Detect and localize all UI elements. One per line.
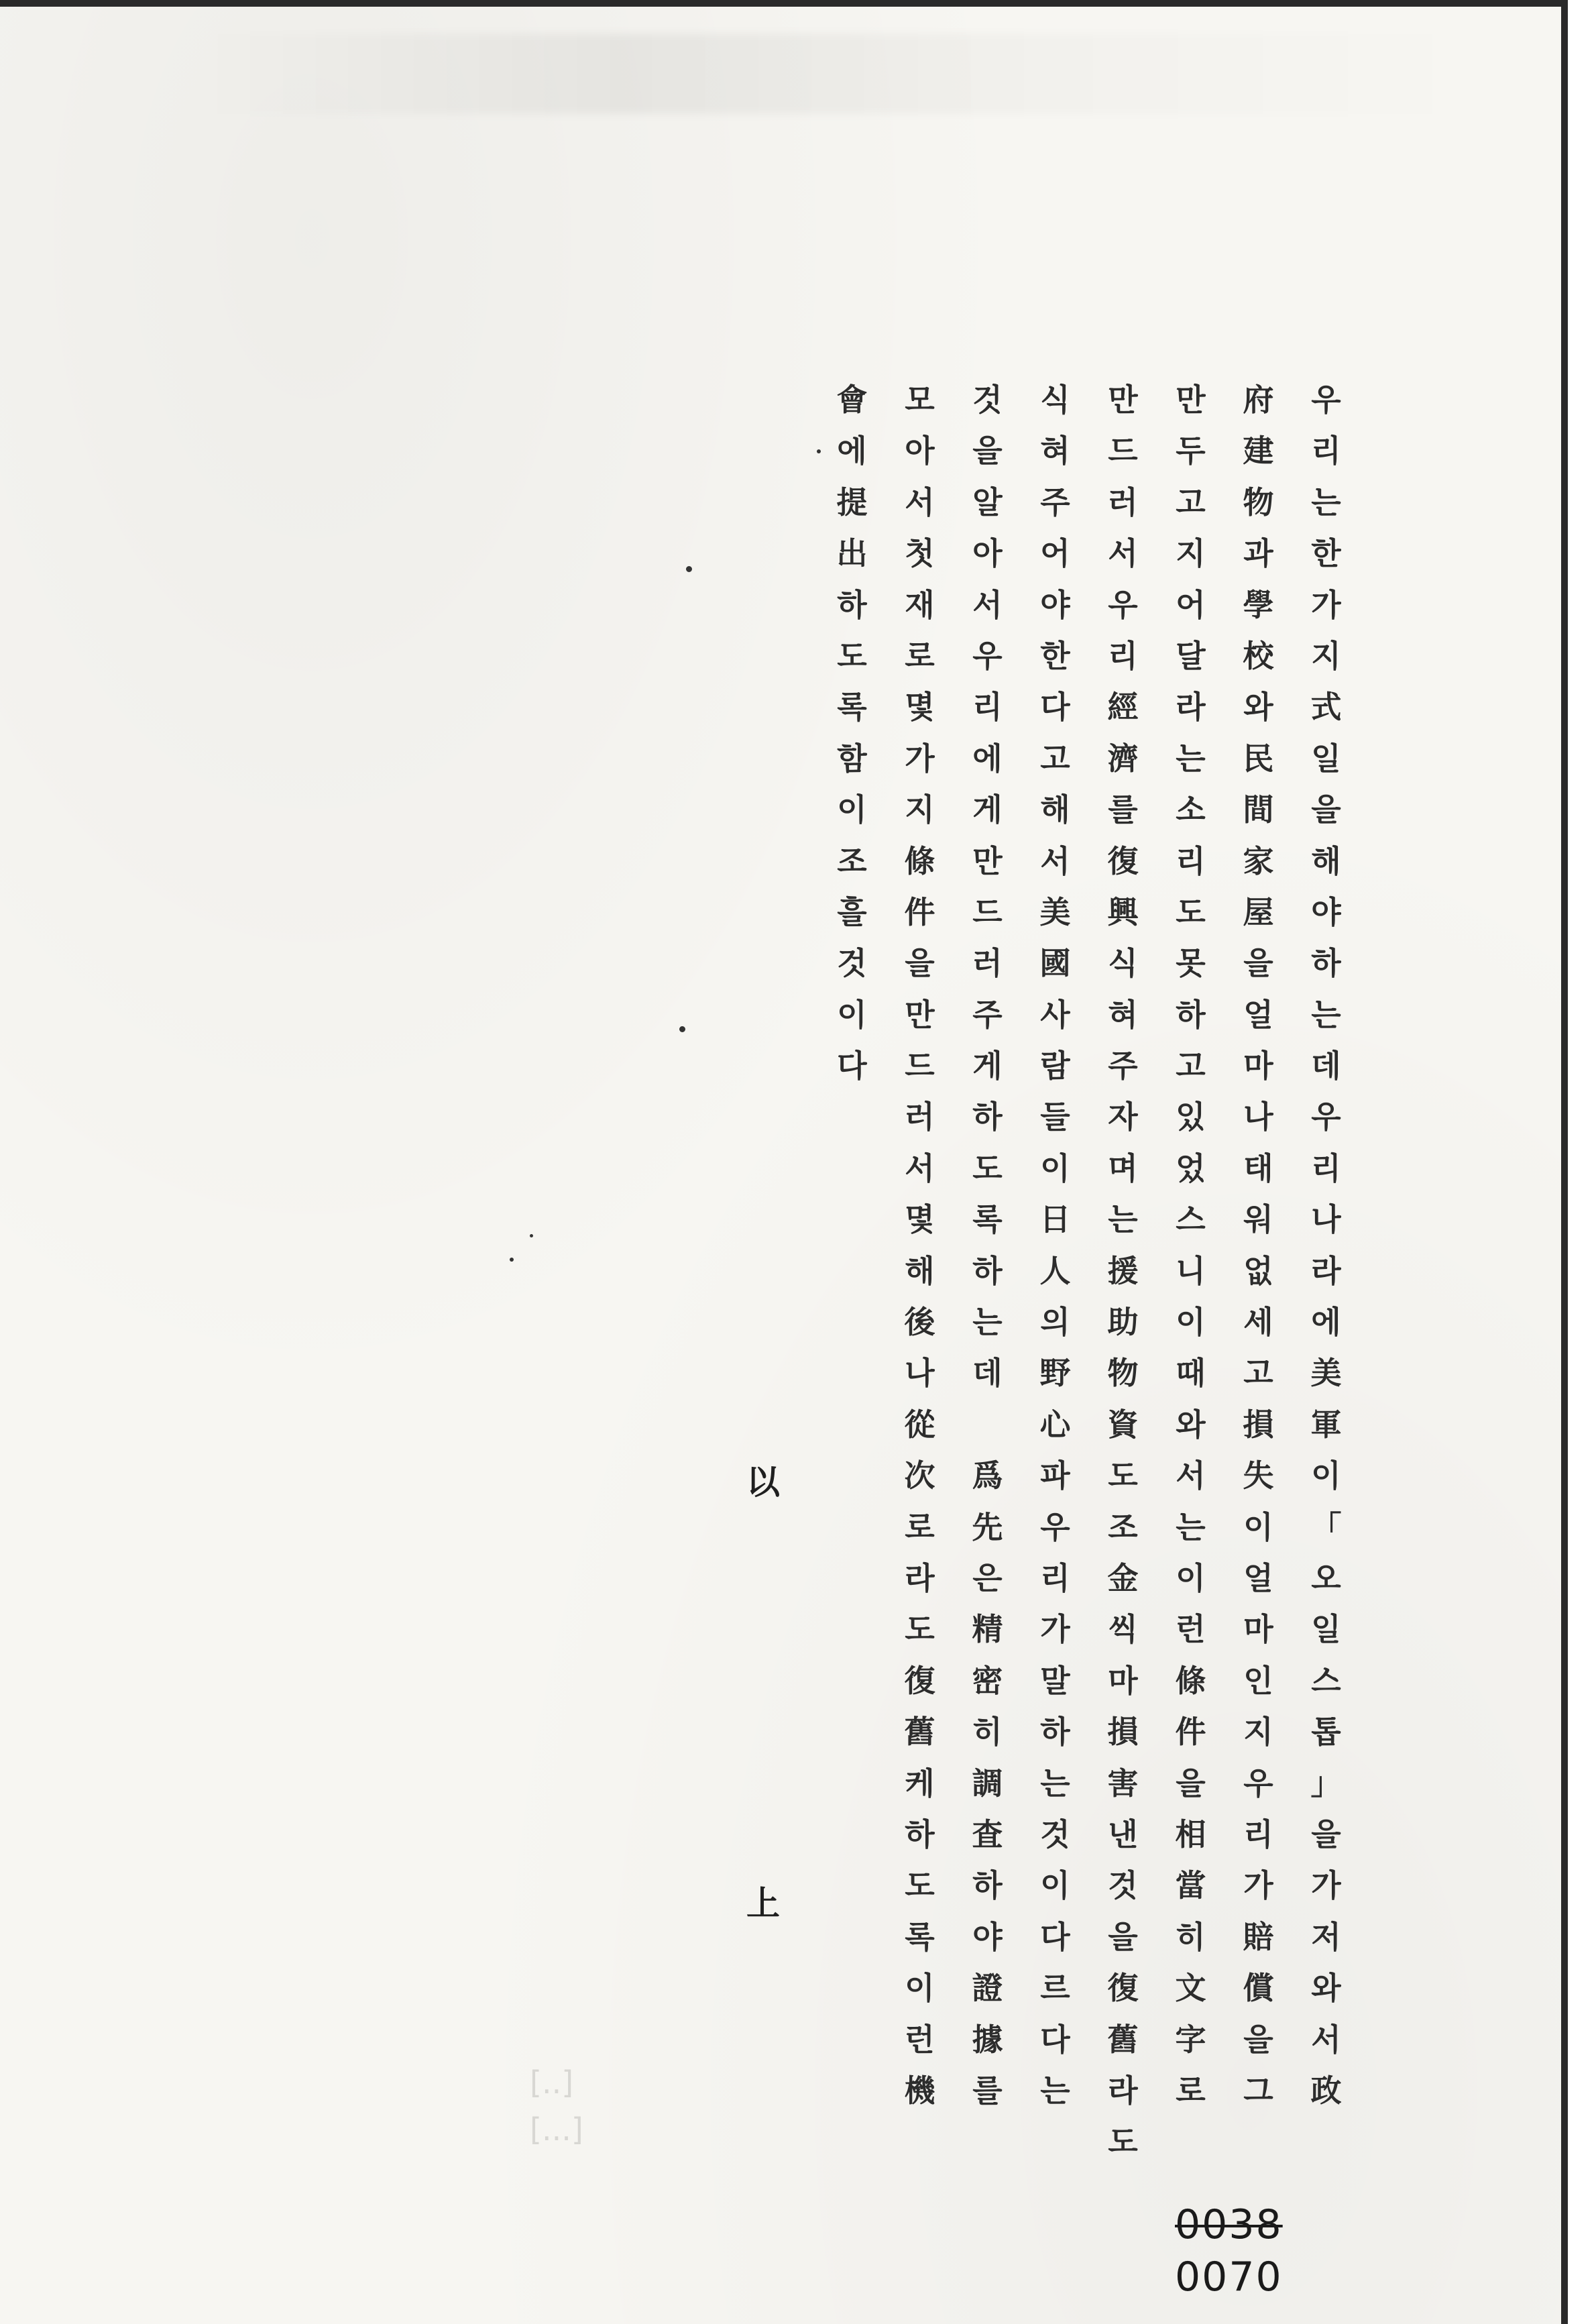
text-char: 리 bbox=[972, 689, 1003, 726]
text-char: 로 bbox=[905, 1508, 935, 1545]
text-char: 는 bbox=[1040, 1765, 1070, 1802]
text-char: 아 bbox=[972, 535, 1003, 572]
text-char: 서 bbox=[905, 484, 935, 520]
text-char: 나 bbox=[905, 1355, 935, 1392]
text-char: 람 bbox=[1040, 1048, 1070, 1085]
text-char: 興 bbox=[1107, 893, 1139, 930]
page-numbers bbox=[1175, 2199, 1283, 2303]
text-char: 賠 bbox=[1243, 1918, 1274, 1955]
text-char: 從 bbox=[904, 1406, 935, 1443]
text-char: 니 bbox=[1176, 1252, 1206, 1289]
text-char: 하 bbox=[837, 586, 867, 623]
text-char: 는 bbox=[1176, 740, 1206, 777]
text-char: 주 bbox=[1108, 1048, 1138, 1085]
text-char: 그 bbox=[1243, 2072, 1273, 2109]
text-char: 어 bbox=[1040, 535, 1070, 572]
text-char: 相 bbox=[1175, 1816, 1206, 1852]
text-char: 록 bbox=[905, 1918, 935, 1955]
text-char: 하 bbox=[972, 1867, 1003, 1904]
text-char: 고 bbox=[1176, 1048, 1206, 1085]
text-char: 日 bbox=[1039, 1201, 1071, 1238]
text-char: 때 bbox=[1176, 1355, 1206, 1392]
text-char: 을 bbox=[1243, 945, 1273, 982]
text-char: 도 bbox=[905, 1867, 935, 1904]
text-char: 「 bbox=[1310, 1508, 1342, 1545]
text-char: 損 bbox=[1107, 1714, 1139, 1751]
text-char: 한 bbox=[1040, 637, 1070, 674]
text-char: 리 bbox=[1176, 842, 1206, 879]
text-char: 얼 bbox=[1243, 996, 1273, 1033]
text-char: 런 bbox=[1176, 1611, 1206, 1648]
text-char: 을 bbox=[1311, 791, 1341, 828]
text-char: 드 bbox=[972, 893, 1003, 930]
text-char: 만 bbox=[905, 996, 935, 1033]
text-char: 하 bbox=[972, 1252, 1003, 1289]
text-char: 들 bbox=[1040, 1099, 1070, 1136]
text-column-1 bbox=[1292, 374, 1360, 2168]
text-char: 로 bbox=[1176, 2072, 1206, 2109]
text-char: 야 bbox=[1311, 893, 1341, 930]
text-char: 리 bbox=[1243, 1816, 1273, 1852]
text-char: 우 bbox=[1040, 1508, 1070, 1545]
text-char: 據 bbox=[972, 2021, 1003, 2058]
text-char: 케 bbox=[905, 1765, 935, 1802]
closing-char-2: 上 bbox=[746, 1883, 780, 1923]
text-char: 舊 bbox=[904, 1714, 935, 1751]
text-char: 사 bbox=[1040, 996, 1070, 1033]
text-column-8 bbox=[818, 374, 886, 2168]
vertical-text-body bbox=[818, 374, 1360, 2168]
speck bbox=[686, 566, 692, 572]
text-char: 르 bbox=[1040, 1970, 1070, 2007]
closing-char-1: 以 bbox=[746, 1462, 780, 1502]
text-char: 가 bbox=[1243, 1867, 1273, 1904]
text-char: 라 bbox=[1176, 689, 1206, 726]
text-char: 낸 bbox=[1108, 1816, 1138, 1852]
text-char: 식 bbox=[1040, 382, 1070, 418]
text-char: 는 bbox=[1108, 1201, 1138, 1238]
text-char: 우 bbox=[1311, 382, 1341, 418]
text-char: 는 bbox=[1311, 996, 1341, 1033]
text-char: 록 bbox=[972, 1201, 1003, 1238]
text-char: 失 bbox=[1243, 1457, 1274, 1494]
text-char: 金 bbox=[1107, 1559, 1139, 1596]
text-char: 文 bbox=[1175, 1970, 1206, 2007]
text-char: 와 bbox=[1243, 689, 1273, 726]
text-char: 드 bbox=[1108, 433, 1138, 469]
text-char: 혀 bbox=[1108, 996, 1138, 1033]
text-char: 일 bbox=[1311, 1611, 1341, 1648]
text-char: 야 bbox=[972, 1918, 1003, 1955]
text-char: 次 bbox=[904, 1457, 935, 1494]
text-char: 舊 bbox=[1107, 2021, 1139, 2058]
text-char: 이 bbox=[837, 791, 867, 828]
text-column-7 bbox=[886, 374, 954, 2168]
text-char: 나 bbox=[1311, 1201, 1341, 1238]
text-char: 을 bbox=[1108, 1918, 1138, 1955]
text-char: 리 bbox=[1040, 1559, 1070, 1596]
text-char: 파 bbox=[1040, 1457, 1070, 1494]
text-char: 와 bbox=[1311, 1970, 1341, 2007]
text-char: 우 bbox=[1108, 586, 1138, 623]
text-char: 것 bbox=[837, 945, 867, 982]
text-char: 을 bbox=[972, 433, 1003, 469]
text-char: 가 bbox=[1311, 1867, 1341, 1904]
text-column-4 bbox=[1089, 374, 1157, 2168]
text-char: 도 bbox=[905, 1611, 935, 1648]
text-char: 을 bbox=[905, 945, 935, 982]
text-char: 러 bbox=[1108, 484, 1138, 520]
text-char: 톱 bbox=[1311, 1714, 1341, 1751]
text-char: 지 bbox=[905, 791, 935, 828]
text-char: 査 bbox=[972, 1816, 1003, 1852]
text-char: 資 bbox=[1107, 1406, 1139, 1443]
text-char: 美 bbox=[1039, 893, 1071, 930]
text-char: 다 bbox=[837, 1048, 867, 1085]
text-char: 서 bbox=[905, 1150, 935, 1186]
text-char: 」 bbox=[1310, 1765, 1342, 1802]
stamp-line-2: [...] bbox=[530, 2111, 583, 2148]
text-char: 復 bbox=[904, 1662, 935, 1699]
text-char: 이 bbox=[837, 996, 867, 1033]
text-char: 는 bbox=[972, 1304, 1003, 1341]
text-char: 條 bbox=[904, 842, 935, 879]
text-char: 物 bbox=[1107, 1355, 1139, 1392]
speck bbox=[817, 449, 821, 453]
text-char: 라 bbox=[1311, 1252, 1341, 1289]
text-char: 이 bbox=[1040, 1150, 1070, 1186]
text-char: 오 bbox=[1311, 1559, 1341, 1596]
text-char: 없 bbox=[1243, 1252, 1273, 1289]
text-char: 物 bbox=[1243, 484, 1274, 520]
text-char: 이 bbox=[1311, 1457, 1341, 1494]
text-char: 러 bbox=[905, 1099, 935, 1136]
text-char: 해 bbox=[905, 1252, 935, 1289]
text-char: 얼 bbox=[1243, 1559, 1273, 1596]
text-char: 서 bbox=[1176, 1457, 1206, 1494]
text-char: 마 bbox=[1243, 1611, 1273, 1648]
text-char: 가 bbox=[1311, 586, 1341, 623]
text-char: 件 bbox=[904, 893, 935, 930]
text-char: 에 bbox=[1311, 1304, 1341, 1341]
text-char: 알 bbox=[972, 484, 1003, 520]
old-page-number: 0038 bbox=[1175, 2201, 1283, 2248]
text-char: 人 bbox=[1039, 1252, 1071, 1289]
text-char: 자 bbox=[1108, 1099, 1138, 1136]
text-char: 것 bbox=[1040, 1816, 1070, 1852]
text-char: 軍 bbox=[1310, 1406, 1342, 1443]
text-char: 도 bbox=[1108, 2123, 1138, 2160]
text-char: 損 bbox=[1243, 1406, 1274, 1443]
text-char: 흘 bbox=[837, 893, 867, 930]
text-char: 데 bbox=[972, 1355, 1003, 1392]
text-char: 었 bbox=[1176, 1150, 1206, 1186]
faint-stamp bbox=[530, 2059, 677, 2193]
text-char: 모 bbox=[905, 382, 935, 418]
text-column-5 bbox=[1021, 374, 1089, 2168]
text-char: 게 bbox=[972, 1048, 1003, 1085]
text-char: 혀 bbox=[1040, 433, 1070, 469]
text-char: 野 bbox=[1039, 1355, 1071, 1392]
speck bbox=[510, 1258, 514, 1262]
text-char: 의 bbox=[1040, 1304, 1070, 1341]
text-char: 이 bbox=[1176, 1559, 1206, 1596]
text-char: 드 bbox=[905, 1048, 935, 1085]
text-char: 會 bbox=[836, 382, 868, 418]
text-char: 은 bbox=[972, 1559, 1003, 1596]
text-char: 調 bbox=[972, 1765, 1003, 1802]
text-char: 이 bbox=[1243, 1508, 1273, 1545]
text-char: 後 bbox=[904, 1304, 935, 1341]
text-char: 다 bbox=[1040, 689, 1070, 726]
text-char: 마 bbox=[1108, 1662, 1138, 1699]
text-char: 政 bbox=[1310, 2072, 1342, 2109]
text-char: 復 bbox=[1107, 1970, 1139, 2007]
text-char: 있 bbox=[1176, 1099, 1206, 1136]
text-char: 를 bbox=[972, 2072, 1003, 2109]
text-char: 우 bbox=[972, 637, 1003, 674]
text-char: 서 bbox=[1311, 2021, 1341, 2058]
text-char: 하 bbox=[1311, 945, 1341, 982]
text-char: 서 bbox=[1040, 842, 1070, 879]
text-char: 두 bbox=[1176, 433, 1206, 469]
text-char: 間 bbox=[1243, 791, 1274, 828]
text-char: 先 bbox=[972, 1508, 1003, 1545]
text-char: 學 bbox=[1243, 586, 1274, 623]
text-char: 마 bbox=[1243, 1048, 1273, 1085]
text-char: 에 bbox=[837, 433, 867, 469]
text-char: 을 bbox=[1176, 1765, 1206, 1802]
text-char: 屋 bbox=[1243, 893, 1274, 930]
text-char: 機 bbox=[904, 2072, 935, 2109]
text-char: 리 bbox=[1108, 637, 1138, 674]
text-char: 는 bbox=[1311, 484, 1341, 520]
text-char: 고 bbox=[1243, 1355, 1273, 1392]
text-char: 字 bbox=[1175, 2021, 1206, 2058]
speck bbox=[530, 1234, 533, 1237]
text-char: 民 bbox=[1243, 740, 1274, 777]
text-char: 러 bbox=[972, 945, 1003, 982]
text-char: 나 bbox=[1243, 1099, 1273, 1136]
text-char: 만 bbox=[1108, 382, 1138, 418]
text-char: 것 bbox=[1108, 1867, 1138, 1904]
text-char: 家 bbox=[1243, 842, 1274, 879]
text-char: 와 bbox=[1176, 1406, 1206, 1443]
text-char: 條 bbox=[1175, 1662, 1206, 1699]
text-char: 런 bbox=[905, 2021, 935, 2058]
text-char: 게 bbox=[972, 791, 1003, 828]
text-char: 도 bbox=[837, 637, 867, 674]
text-char: 세 bbox=[1243, 1304, 1273, 1341]
text-char: 히 bbox=[1176, 1918, 1206, 1955]
text-char: 주 bbox=[972, 996, 1003, 1033]
text-char: 이 bbox=[1040, 1867, 1070, 1904]
text-char: 아 bbox=[905, 433, 935, 469]
text-column-6 bbox=[954, 374, 1021, 2168]
text-char: 라 bbox=[905, 1559, 935, 1596]
text-char: 提 bbox=[836, 484, 868, 520]
text-char: 하 bbox=[1040, 1714, 1070, 1751]
text-char: 태 bbox=[1243, 1150, 1273, 1186]
text-char: 를 bbox=[1108, 791, 1138, 828]
stamp-line-1: [..] bbox=[530, 2064, 574, 2101]
text-char: 援 bbox=[1107, 1252, 1139, 1289]
text-char: 서 bbox=[972, 586, 1003, 623]
text-char: 다 bbox=[1040, 1918, 1070, 1955]
text-char: 建 bbox=[1243, 433, 1274, 469]
text-char: 償 bbox=[1243, 1970, 1274, 2007]
text-char: 식 bbox=[1108, 945, 1138, 982]
text-column-2 bbox=[1224, 374, 1292, 2168]
text-char: 몇 bbox=[905, 689, 935, 726]
text-char: 當 bbox=[1175, 1867, 1206, 1904]
text-char: 지 bbox=[1311, 637, 1341, 674]
text-char: 고 bbox=[1040, 740, 1070, 777]
text-char: 件 bbox=[1175, 1714, 1206, 1751]
text-char: 國 bbox=[1039, 945, 1071, 982]
text-char: 고 bbox=[1176, 484, 1206, 520]
text-char: 하 bbox=[972, 1099, 1003, 1136]
text-char: 우 bbox=[1311, 1099, 1341, 1136]
text-char: 말 bbox=[1040, 1662, 1070, 1699]
text-char: 가 bbox=[1040, 1611, 1070, 1648]
text-char: 리 bbox=[1311, 1150, 1341, 1186]
text-char: 證 bbox=[972, 1970, 1003, 2007]
text-char: 하 bbox=[1176, 996, 1206, 1033]
text-char: 인 bbox=[1243, 1662, 1273, 1699]
text-char: 첫 bbox=[905, 535, 935, 572]
text-char: 濟 bbox=[1107, 740, 1139, 777]
text-char: 데 bbox=[1311, 1048, 1341, 1085]
text-char: 다 bbox=[1040, 2021, 1070, 2058]
text-char: 한 bbox=[1311, 535, 1341, 572]
text-char: 助 bbox=[1107, 1304, 1139, 1341]
text-char: 出 bbox=[836, 535, 868, 572]
text-char: 몇 bbox=[905, 1201, 935, 1238]
text-char: 는 bbox=[1040, 2072, 1070, 2109]
text-char: 씩 bbox=[1108, 1611, 1138, 1648]
text-char: 어 bbox=[1176, 586, 1206, 623]
text-column-3 bbox=[1157, 374, 1224, 2168]
text-char: 소 bbox=[1176, 791, 1206, 828]
text-char: 일 bbox=[1311, 740, 1341, 777]
text-char: 校 bbox=[1243, 637, 1274, 674]
text-char: 워 bbox=[1243, 1201, 1273, 1238]
text-char: 주 bbox=[1040, 484, 1070, 520]
text-char: 이 bbox=[905, 1970, 935, 2007]
text-char: 하 bbox=[905, 1816, 935, 1852]
text-char: 히 bbox=[972, 1714, 1003, 1751]
text-char: 조 bbox=[837, 842, 867, 879]
speck bbox=[679, 1026, 685, 1032]
text-char: 害 bbox=[1107, 1765, 1139, 1802]
text-char: 만 bbox=[972, 842, 1003, 879]
text-char: 로 bbox=[905, 637, 935, 674]
text-char: 密 bbox=[972, 1662, 1003, 1699]
text-char: 며 bbox=[1108, 1150, 1138, 1186]
text-char: 재 bbox=[905, 586, 935, 623]
text-char: 라 bbox=[1108, 2072, 1138, 2109]
text-char: 도 bbox=[1176, 893, 1206, 930]
text-char: 리 bbox=[1311, 433, 1341, 469]
text-char: 는 bbox=[1176, 1508, 1206, 1545]
text-char: 式 bbox=[1310, 689, 1342, 726]
current-page-number: 0070 bbox=[1175, 2254, 1283, 2301]
text-char: 을 bbox=[1243, 2021, 1273, 2058]
text-char: 록 bbox=[837, 689, 867, 726]
page-margin bbox=[1568, 0, 1596, 2324]
text-char: 美 bbox=[1310, 1355, 1342, 1392]
scan-smudge bbox=[201, 34, 1475, 114]
text-char: 못 bbox=[1176, 945, 1206, 982]
text-char: 이 bbox=[1176, 1304, 1206, 1341]
text-char: 精 bbox=[972, 1611, 1003, 1648]
text-char: 해 bbox=[1311, 842, 1341, 879]
text-char: 도 bbox=[972, 1150, 1003, 1186]
text-char: 을 bbox=[1311, 1816, 1341, 1852]
text-char: 에 bbox=[972, 740, 1003, 777]
text-char: 달 bbox=[1176, 637, 1206, 674]
text-char: 스 bbox=[1311, 1662, 1341, 1699]
text-char: 만 bbox=[1176, 382, 1206, 418]
text-char: 조 bbox=[1108, 1508, 1138, 1545]
text-char: 지 bbox=[1243, 1714, 1273, 1751]
text-char: 저 bbox=[1311, 1918, 1341, 1955]
text-char: 서 bbox=[1108, 535, 1138, 572]
text-char: 經 bbox=[1107, 689, 1139, 726]
text-char: 것 bbox=[972, 382, 1003, 418]
text-char: 해 bbox=[1040, 791, 1070, 828]
text-char: 心 bbox=[1039, 1406, 1071, 1443]
text-char bbox=[964, 1399, 1012, 1450]
text-char: 함 bbox=[837, 740, 867, 777]
text-char: 爲 bbox=[972, 1457, 1003, 1494]
text-char: 지 bbox=[1176, 535, 1206, 572]
text-char: 가 bbox=[905, 740, 935, 777]
text-char: 도 bbox=[1108, 1457, 1138, 1494]
text-char: 야 bbox=[1040, 586, 1070, 623]
text-char: 스 bbox=[1176, 1201, 1206, 1238]
text-char: 우 bbox=[1243, 1765, 1273, 1802]
text-char: 과 bbox=[1243, 535, 1273, 572]
text-char: 府 bbox=[1243, 382, 1274, 418]
text-char: 復 bbox=[1107, 842, 1139, 879]
